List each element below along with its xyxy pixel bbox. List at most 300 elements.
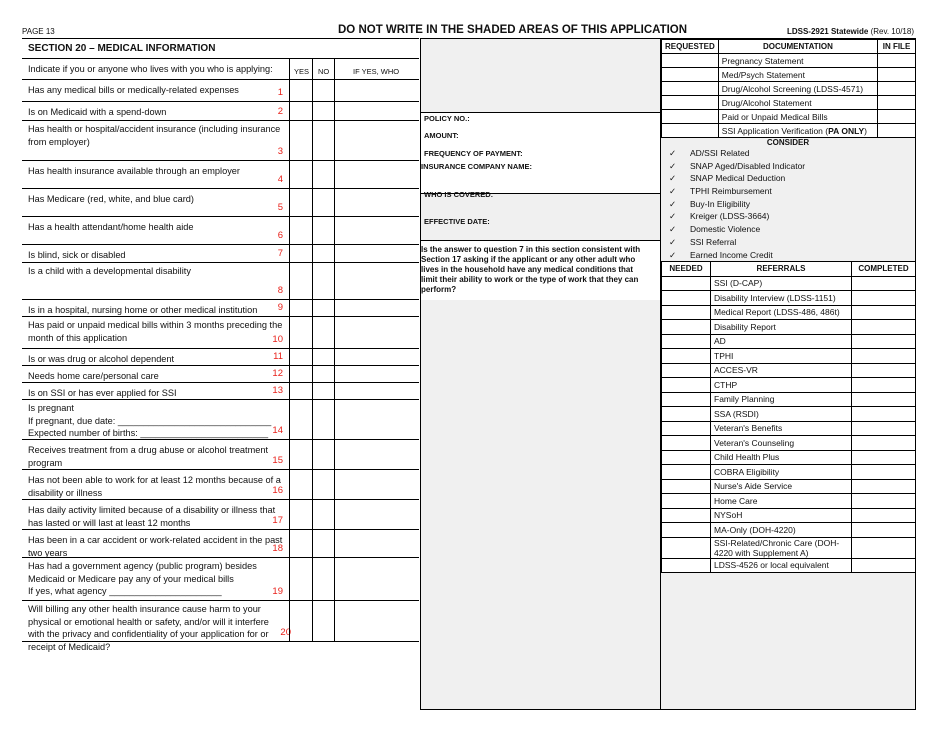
referral-row xyxy=(662,392,916,407)
referral-label: COBRA Eligibility xyxy=(711,465,852,480)
question-line: Has not been able to work for at least 12 months because of a disability or illness xyxy=(28,475,281,498)
documentation-row xyxy=(662,124,916,138)
referral-label: Veteran's Counseling xyxy=(711,436,852,451)
needed-cell[interactable] xyxy=(662,523,711,538)
yes-cell[interactable] xyxy=(289,440,313,469)
in-file-cell[interactable] xyxy=(878,82,916,96)
referrals-header: REFERRALS xyxy=(711,262,852,277)
question-line: Has daily activity limited because of a disability or illness that has lasted or will last at least 12 months xyxy=(28,505,276,528)
question-number: 15 xyxy=(272,455,283,466)
question-number: 13 xyxy=(272,385,283,396)
completed-header: COMPLETED xyxy=(852,262,916,277)
needed-cell[interactable] xyxy=(662,436,711,451)
completed-cell[interactable] xyxy=(852,494,916,509)
needed-cell[interactable] xyxy=(662,378,711,393)
question-line: Needs home care/personal care xyxy=(28,371,159,381)
yes-cell[interactable] xyxy=(289,558,313,600)
documentation-text: Med/Psych Statement xyxy=(721,69,805,80)
who-cell[interactable] xyxy=(334,217,420,244)
needed-cell[interactable] xyxy=(662,479,711,494)
referral-row xyxy=(662,479,916,494)
consider-item xyxy=(661,249,915,262)
question-row xyxy=(22,121,419,161)
question-text xyxy=(28,444,283,469)
who-cell[interactable] xyxy=(334,470,420,499)
consider-label: SSI Referral xyxy=(690,236,737,247)
no-cell[interactable] xyxy=(312,440,335,469)
referral-label: MA-Only (DOH-4220) xyxy=(711,523,852,538)
checkmark-icon: ✓ xyxy=(669,236,677,247)
who-cell[interactable] xyxy=(334,161,420,188)
question-row xyxy=(22,349,419,366)
question-number: 2 xyxy=(277,106,283,117)
documentation-text: Drug/Alcohol Screening (LDSS-4571) xyxy=(721,83,864,94)
referral-label: Veteran's Benefits xyxy=(711,421,852,436)
requested-cell[interactable] xyxy=(662,110,719,124)
needed-header: NEEDED xyxy=(662,262,711,277)
referral-label: Child Health Plus xyxy=(711,450,852,465)
question-row xyxy=(22,317,419,349)
effective-date-label: EFFECTIVE DATE: xyxy=(424,217,490,226)
documentation-row xyxy=(662,68,916,82)
who-cell[interactable] xyxy=(334,366,420,382)
referral-label: CTHP xyxy=(711,378,852,393)
completed-cell[interactable] xyxy=(852,305,916,320)
no-cell[interactable] xyxy=(312,217,335,244)
question-row xyxy=(22,263,419,300)
frequency-label: FREQUENCY OF PAYMENT: xyxy=(424,149,523,158)
question-line: Is a child with a developmental disability xyxy=(28,266,191,276)
referral-row xyxy=(662,349,916,364)
question-text xyxy=(28,534,283,559)
question-row xyxy=(22,161,419,189)
needed-cell[interactable] xyxy=(662,421,711,436)
needed-cell[interactable] xyxy=(662,305,711,320)
documentation-header: DOCUMENTATION xyxy=(718,40,877,54)
policy-no-label: POLICY NO.: xyxy=(424,114,470,123)
yes-cell[interactable] xyxy=(289,161,313,188)
no-cell[interactable] xyxy=(312,500,335,529)
yes-cell[interactable] xyxy=(289,470,313,499)
no-cell[interactable] xyxy=(312,80,335,101)
question-line: Has health or hospital/accident insurance (including insurance from employer) xyxy=(28,124,281,147)
no-cell[interactable] xyxy=(312,263,335,299)
consider-label: SNAP Medical Deduction xyxy=(690,173,786,184)
question-row xyxy=(22,245,419,263)
yes-cell[interactable] xyxy=(289,383,313,399)
documentation-panel xyxy=(660,38,916,710)
needed-cell[interactable] xyxy=(662,508,711,523)
consider-item xyxy=(661,223,915,236)
page-number: PAGE 13 xyxy=(22,27,55,36)
no-cell[interactable] xyxy=(312,470,335,499)
referral-label: Home Care xyxy=(711,494,852,509)
question-line: Has paid or unpaid medical bills within 3 months preceding the month of this application xyxy=(28,320,283,343)
consider-label: SNAP Aged/Disabled Indicator xyxy=(690,160,806,171)
question-number: 19 xyxy=(272,586,283,597)
completed-cell[interactable] xyxy=(852,334,916,349)
requested-cell[interactable] xyxy=(662,124,719,138)
completed-cell[interactable] xyxy=(852,363,916,378)
yes-cell[interactable] xyxy=(289,102,313,120)
referral-row xyxy=(662,407,916,422)
question-number: 14 xyxy=(272,425,283,436)
no-cell[interactable] xyxy=(312,530,335,557)
question-number: 20 xyxy=(280,627,291,638)
no-cell[interactable] xyxy=(312,601,335,641)
shaded-insurance-panel xyxy=(420,38,660,710)
in-file-cell[interactable] xyxy=(878,110,916,124)
consider-label: Domestic Violence xyxy=(690,224,761,235)
question-number: 6 xyxy=(277,230,283,241)
completed-cell[interactable] xyxy=(852,558,916,573)
referral-row xyxy=(662,291,916,306)
consider-item xyxy=(661,160,915,173)
referral-label: Disability Interview (LDSS-1151) xyxy=(711,291,852,306)
who-cell[interactable] xyxy=(334,189,420,216)
question-row xyxy=(22,102,419,121)
in-file-header: IN FILE xyxy=(878,40,916,54)
referral-label: ACCES-VR xyxy=(711,363,852,378)
documentation-tail: ) xyxy=(864,125,868,136)
needed-cell[interactable] xyxy=(662,558,711,573)
question-text xyxy=(28,370,283,383)
question-number: 10 xyxy=(272,334,283,345)
requested-cell[interactable] xyxy=(662,82,719,96)
checkmark-icon: ✓ xyxy=(669,186,677,197)
completed-cell[interactable] xyxy=(852,349,916,364)
question-number: 9 xyxy=(277,302,283,313)
documentation-table xyxy=(661,39,916,138)
documentation-text: Pregnancy Statement xyxy=(721,55,804,66)
consider-label: TPHI Reimbursement xyxy=(690,186,772,197)
checkmark-icon: ✓ xyxy=(669,249,677,260)
yes-cell[interactable] xyxy=(289,80,313,101)
who-cell[interactable] xyxy=(334,245,420,262)
documentation-text: SSI Application Verification ( xyxy=(721,125,829,136)
no-cell[interactable] xyxy=(312,189,335,216)
question-number: 12 xyxy=(272,368,283,379)
no-cell[interactable] xyxy=(312,349,335,365)
documentation-label xyxy=(718,124,877,138)
no-cell[interactable] xyxy=(312,558,335,600)
referral-row xyxy=(662,363,916,378)
consider-item xyxy=(661,198,915,211)
referral-label: Nurse's Aide Service xyxy=(711,479,852,494)
question-line: Is pregnant xyxy=(28,403,74,413)
consider-label: Kreiger (LDSS-3664) xyxy=(690,211,770,222)
question-line: Has a health attendant/home health aide xyxy=(28,222,194,232)
requested-cell[interactable] xyxy=(662,54,719,68)
no-cell[interactable] xyxy=(312,300,335,316)
needed-cell[interactable] xyxy=(662,276,711,291)
yes-cell[interactable] xyxy=(289,121,313,160)
who-cell[interactable] xyxy=(334,121,420,160)
question-row xyxy=(22,440,419,470)
who-cell[interactable] xyxy=(334,500,420,529)
question-text xyxy=(28,474,283,499)
question-number: 11 xyxy=(273,351,283,362)
question-row xyxy=(22,530,419,558)
documentation-row xyxy=(662,110,916,124)
documentation-label xyxy=(718,110,877,124)
consider-list xyxy=(661,147,915,261)
question-number: 16 xyxy=(272,485,283,496)
who-cell[interactable] xyxy=(334,102,420,120)
intro-text: Indicate if you or anyone who lives with you who is applying: xyxy=(28,64,273,74)
question-row xyxy=(22,189,419,217)
referral-label: LDSS-4526 or local equivalent xyxy=(711,558,852,573)
yes-cell[interactable] xyxy=(289,400,313,439)
question-text xyxy=(28,319,283,344)
in-file-cell[interactable] xyxy=(878,96,916,110)
who-cell[interactable] xyxy=(334,317,420,348)
question-subline: Expected number of births: _________________________ xyxy=(28,428,269,438)
referral-row xyxy=(662,320,916,335)
documentation-label xyxy=(718,54,877,68)
question-row xyxy=(22,80,419,102)
referral-label: Disability Report xyxy=(711,320,852,335)
referral-label: NYSoH xyxy=(711,508,852,523)
yes-cell[interactable] xyxy=(289,500,313,529)
question-line: Is or was drug or alcohol dependent xyxy=(28,354,175,364)
consider-item xyxy=(661,185,915,198)
referral-label: Medical Report (LDSS-486, 486t) xyxy=(711,305,852,320)
completed-cell[interactable] xyxy=(852,523,916,538)
question-line: Is blind, sick or disabled xyxy=(28,250,126,260)
who-cell[interactable] xyxy=(334,558,420,600)
checkmark-icon: ✓ xyxy=(669,148,677,158)
question-row xyxy=(22,366,419,383)
question-text xyxy=(28,402,283,440)
question-row xyxy=(22,217,419,245)
referral-row xyxy=(662,276,916,291)
question-line: Receives treatment from a drug abuse or alcohol treatment program xyxy=(28,445,269,468)
no-cell[interactable] xyxy=(312,245,335,262)
needed-cell[interactable] xyxy=(662,349,711,364)
documentation-label xyxy=(718,96,877,110)
if-yes-who-column-header: IF YES, WHO xyxy=(353,67,400,76)
who-cell[interactable] xyxy=(334,300,420,316)
completed-cell[interactable] xyxy=(852,320,916,335)
referral-row xyxy=(662,537,916,558)
documentation-row xyxy=(662,96,916,110)
completed-cell[interactable] xyxy=(852,436,916,451)
referral-row xyxy=(662,508,916,523)
question-number: 1 xyxy=(277,87,283,98)
who-cell[interactable] xyxy=(334,383,420,399)
yes-cell[interactable] xyxy=(289,317,313,348)
consider-title: CONSIDER xyxy=(766,138,810,147)
consider-label: Buy-In Eligibility xyxy=(690,198,750,209)
question-text xyxy=(28,123,283,148)
who-cell[interactable] xyxy=(334,263,420,299)
completed-cell[interactable] xyxy=(852,291,916,306)
who-covered-label: WHO IS COVERED: xyxy=(424,190,494,199)
no-cell[interactable] xyxy=(312,121,335,160)
documentation-row xyxy=(662,54,916,68)
needed-cell[interactable] xyxy=(662,291,711,306)
referral-row xyxy=(662,421,916,436)
completed-cell[interactable] xyxy=(852,479,916,494)
requested-cell[interactable] xyxy=(662,96,719,110)
question-number: 7 xyxy=(277,248,283,259)
yes-cell[interactable] xyxy=(289,366,313,382)
question-line: Has Medicare (red, white, and blue card) xyxy=(28,194,194,204)
question-line: Has had a government agency (public program) besides Medicaid or Medicare pay any of your medical bills xyxy=(28,561,257,584)
consider-label: AD/SSI Related xyxy=(690,148,750,158)
question-number: 18 xyxy=(272,543,283,554)
question-line: Is on SSI or has ever applied for SSI xyxy=(28,388,177,398)
question-text xyxy=(28,84,283,97)
no-cell[interactable] xyxy=(312,366,335,382)
completed-cell[interactable] xyxy=(852,508,916,523)
needed-cell[interactable] xyxy=(662,320,711,335)
question-subline: If pregnant, due date: ______________________________ xyxy=(28,415,272,426)
question7-consistency-check: Is the answer to question 7 in this section consistent with Section 17 asking if the applicant or any other adult who lives in the household have any medical conditions that limit their ability to work or the type of work that they can perform? xyxy=(421,245,641,294)
question-line: Has been in a car accident or work-related accident in the past two years xyxy=(28,535,283,558)
completed-cell[interactable] xyxy=(852,450,916,465)
referral-row xyxy=(662,378,916,393)
referral-label: TPHI xyxy=(711,349,852,364)
completed-cell[interactable] xyxy=(852,378,916,393)
in-file-cell[interactable] xyxy=(878,54,916,68)
referral-row xyxy=(662,494,916,509)
consider-label: Earned Income Credit xyxy=(690,249,773,260)
referral-row xyxy=(662,465,916,480)
referral-label: AD xyxy=(711,334,852,349)
needed-cell[interactable] xyxy=(662,334,711,349)
needed-cell[interactable] xyxy=(662,465,711,480)
form-revision: (Rev. 10/18) xyxy=(870,27,914,36)
no-cell[interactable] xyxy=(312,383,335,399)
completed-cell[interactable] xyxy=(852,537,916,558)
documentation-row xyxy=(662,82,916,96)
yes-cell[interactable] xyxy=(289,245,313,262)
who-cell[interactable] xyxy=(334,349,420,365)
referral-label: SSA (RSDI) xyxy=(711,407,852,422)
intro-row xyxy=(22,59,419,80)
medical-questions-table xyxy=(22,38,419,722)
needed-cell[interactable] xyxy=(662,537,711,558)
question-row xyxy=(22,300,419,317)
who-cell[interactable] xyxy=(334,601,420,641)
checkmark-icon: ✓ xyxy=(669,198,677,209)
left-bottom-blank xyxy=(22,642,419,722)
needed-cell[interactable] xyxy=(662,392,711,407)
question-row xyxy=(22,601,419,652)
yes-cell[interactable] xyxy=(289,601,313,641)
question-text xyxy=(28,560,283,598)
referral-row xyxy=(662,305,916,320)
question-line: Will billing any other health insurance cause harm to your physical or emotional health or safety, and/or will it interfere with the privacy and confidentiality of your application for or receipt of Medicaid? xyxy=(28,604,269,652)
completed-cell[interactable] xyxy=(852,465,916,480)
no-cell[interactable] xyxy=(312,161,335,188)
no-cell[interactable] xyxy=(312,317,335,348)
question-text xyxy=(28,265,283,278)
checkmark-icon: ✓ xyxy=(669,160,677,171)
question-text xyxy=(28,106,283,119)
question-row xyxy=(22,500,419,530)
question-text xyxy=(28,504,283,529)
referral-row xyxy=(662,450,916,465)
question-text xyxy=(28,304,283,317)
no-column-header: NO xyxy=(318,67,330,76)
consider-item xyxy=(661,147,915,160)
referral-row xyxy=(662,436,916,451)
who-cell[interactable] xyxy=(334,530,420,557)
requested-cell[interactable] xyxy=(662,68,719,82)
question-text xyxy=(28,353,283,366)
needed-cell[interactable] xyxy=(662,407,711,422)
checkmark-icon: ✓ xyxy=(669,224,677,235)
yes-cell[interactable] xyxy=(289,263,313,299)
who-cell[interactable] xyxy=(334,400,420,439)
referral-label: Family Planning xyxy=(711,392,852,407)
referral-row xyxy=(662,558,916,573)
referral-row xyxy=(662,523,916,538)
documentation-label xyxy=(718,82,877,96)
question-number: 17 xyxy=(272,515,283,526)
question-text xyxy=(28,221,283,234)
yes-cell[interactable] xyxy=(289,189,313,216)
yes-cell[interactable] xyxy=(289,530,313,557)
completed-cell[interactable] xyxy=(852,421,916,436)
referrals-table xyxy=(661,261,916,573)
documentation-emphasis: PA ONLY xyxy=(828,125,865,136)
completed-cell[interactable] xyxy=(852,407,916,422)
requested-header: REQUESTED xyxy=(662,40,719,54)
no-cell[interactable] xyxy=(312,102,335,120)
needed-cell[interactable] xyxy=(662,450,711,465)
consider-item xyxy=(661,236,915,249)
in-file-cell[interactable] xyxy=(878,68,916,82)
who-cell[interactable] xyxy=(334,80,420,101)
question-line: Has any medical bills or medically-related expenses xyxy=(28,85,239,95)
in-file-cell[interactable] xyxy=(878,124,916,138)
question-number: 4 xyxy=(277,174,283,185)
consider-item xyxy=(661,210,915,223)
question-row xyxy=(22,400,419,440)
question-text xyxy=(28,603,283,653)
question-text xyxy=(28,193,283,206)
question-text xyxy=(28,165,283,178)
needed-cell[interactable] xyxy=(662,363,711,378)
section-title: SECTION 20 – MEDICAL INFORMATION xyxy=(22,39,419,59)
question-row xyxy=(22,558,419,601)
documentation-label xyxy=(718,68,877,82)
referral-row xyxy=(662,334,916,349)
yes-cell[interactable] xyxy=(289,349,313,365)
form-id-code: LDSS-2921 Statewide xyxy=(786,27,869,36)
question-line: Has health insurance available through an employer xyxy=(28,166,240,176)
completed-cell[interactable] xyxy=(852,276,916,291)
checkmark-icon: ✓ xyxy=(669,173,677,184)
insurance-company-label: INSURANCE COMPANY NAME: xyxy=(421,162,532,171)
who-cell[interactable] xyxy=(334,440,420,469)
question-line: Is on Medicaid with a spend-down xyxy=(28,107,167,117)
no-cell[interactable] xyxy=(312,400,335,439)
question-text xyxy=(28,249,283,262)
referral-label: SSI (D-CAP) xyxy=(711,276,852,291)
needed-cell[interactable] xyxy=(662,494,711,509)
completed-cell[interactable] xyxy=(852,392,916,407)
referral-label: SSI-Related/Chronic Care (DOH-4220 with Supplement A) xyxy=(711,537,852,558)
amount-label: AMOUNT: xyxy=(424,131,459,140)
yes-cell[interactable] xyxy=(289,217,313,244)
question-row xyxy=(22,383,419,400)
yes-cell[interactable] xyxy=(289,300,313,316)
